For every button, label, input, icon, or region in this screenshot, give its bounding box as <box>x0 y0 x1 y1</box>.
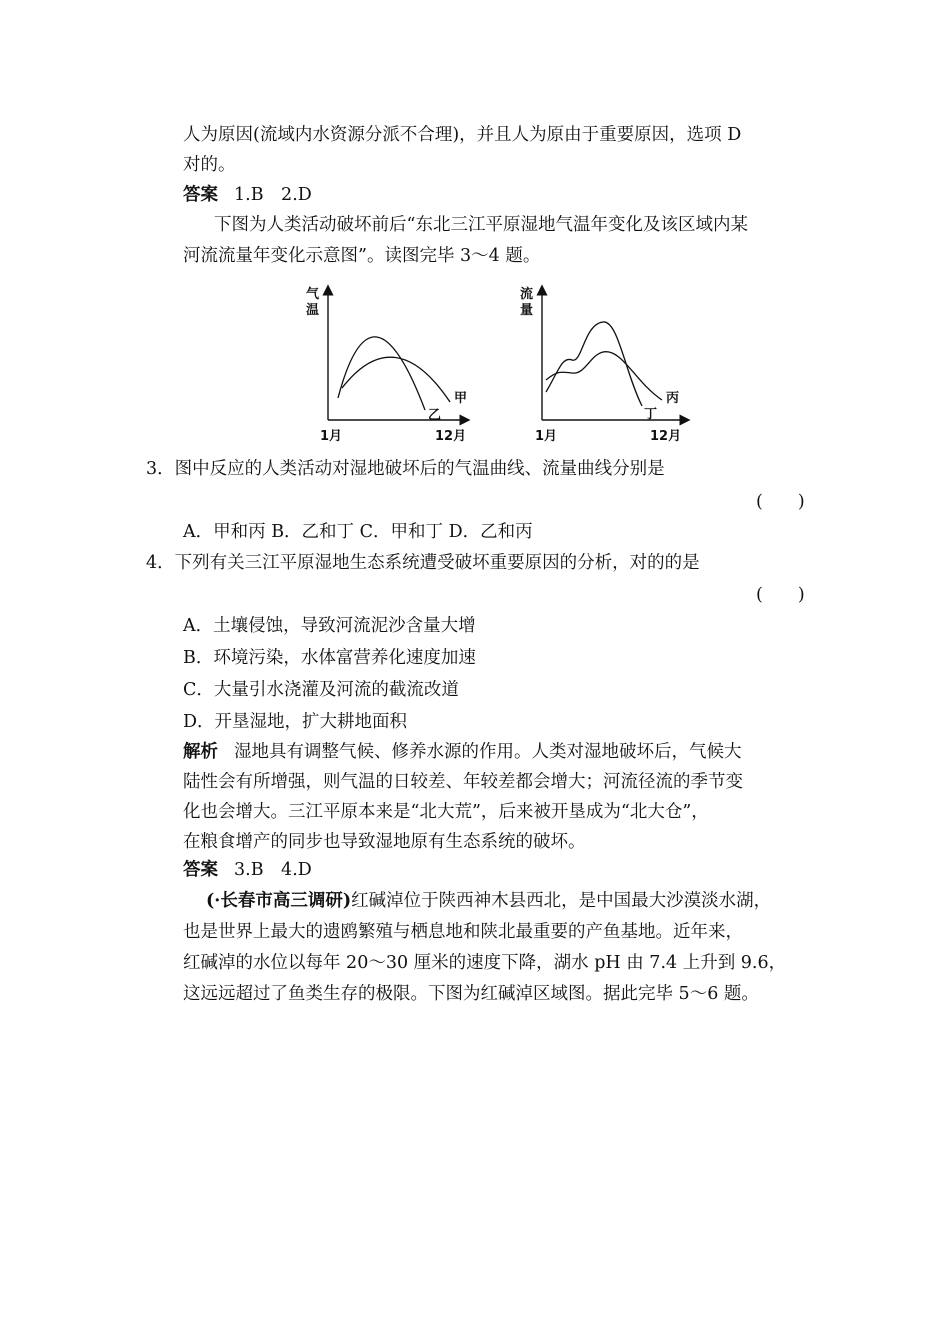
flow-ylabel-1: 流 <box>520 287 534 302</box>
analysis-line-1 <box>183 740 742 764</box>
temperature-x-start: 1月 <box>320 429 343 444</box>
question-4-option-a: A．土壤侵蚀，导致河流泥沙含量大增 <box>183 616 476 636</box>
flow-chart <box>520 286 685 444</box>
flow-x-start: 1月 <box>535 429 558 444</box>
temperature-ylabel-2: 温 <box>306 303 320 318</box>
question-4-option-b: B．环境污染，水体富营养化速度加速 <box>183 648 476 668</box>
question-4-option-c: C．大量引水浇灌及河流的截流改道 <box>183 680 459 700</box>
analysis-line-2: 陆性会有所增强，则气温的日较差、年较差都会增大；河流径流的季节变 <box>183 772 743 792</box>
temperature-curve-jia <box>342 357 450 402</box>
passage-1-line-1: 下图为人类活动破坏前后“东北三江平原湿地气温年变化及该区域内某 <box>214 215 748 235</box>
flow-curve-label-ding: 丁 <box>644 407 658 422</box>
passage-1-line-2: 河流流量年变化示意图”。读图完毕 3～4 题。 <box>183 246 541 266</box>
passage-2-text-1: 红碱淖位于陕西神木县西北，是中国最大沙漠淡水湖， <box>351 891 772 911</box>
temperature-curve-label-jia: 甲 <box>454 391 468 406</box>
temperature-curve-label-yi: 乙 <box>428 408 442 423</box>
question-4: 4．下列有关三江平原湿地生态系统遭受破坏重要原因的分析，对的的是 <box>146 553 700 573</box>
flow-curve-label-bing: 丙 <box>666 391 680 406</box>
passage-2-source: (·长春市高三调研) <box>206 891 352 911</box>
temperature-x-end: 12月 <box>435 429 467 444</box>
answer-3-4 <box>183 858 312 882</box>
flow-x-end: 12月 <box>650 429 682 444</box>
question-3-answer-blank: ( ) <box>756 492 805 512</box>
passage-2-line-4: 这远远超过了鱼类生存的极限。下图为红碱淖区域图。据此完毕 5～6 题。 <box>183 984 759 1004</box>
answer-label: 答案 <box>183 860 218 880</box>
temperature-chart <box>306 286 467 444</box>
question-4-option-d: D．开垦湿地，扩大耕地面积 <box>183 712 408 732</box>
flow-curve-bing <box>546 352 662 400</box>
temperature-curve-yi <box>338 337 425 410</box>
answer-value: 1.B 2.D <box>234 185 312 205</box>
question-4-answer-blank: ( ) <box>756 585 805 605</box>
answer-label: 答案 <box>183 185 218 205</box>
intro-line-2: 对的。 <box>183 155 236 175</box>
intro-line-1: 人为原因(流域内水资源分派不合理)，并且人为原由于重要原因，选项 D <box>183 125 742 145</box>
analysis-line-3: 化也会增大。三江平原本来是“北大荒”，后来被开垦成为“北大仓”， <box>183 802 709 822</box>
question-3-options: A．甲和丙 B．乙和丁 C．甲和丁 D．乙和丙 <box>183 522 533 542</box>
analysis-line-4: 在粮食增产的同步也导致湿地原有生态系统的破坏。 <box>183 832 586 852</box>
figure-charts <box>300 280 700 450</box>
passage-2-line-2: 也是世界上最大的遗鸥繁殖与栖息地和陕北最重要的产鱼基地。近年来， <box>183 922 743 942</box>
passage-2-line-3: 红碱淖的水位以每年 20～30 厘米的速度下降，湖水 pH 由 7.4 上升到 9.6， <box>183 953 787 973</box>
flow-ylabel-2: 量 <box>520 303 534 318</box>
question-3: 3．图中反应的人类活动对湿地破坏后的气温曲线、流量曲线分别是 <box>146 459 665 479</box>
passage-2-line-1 <box>206 889 771 913</box>
analysis-text-1: 湿地具有调整气候、修养水源的作用。人类对湿地破坏后，气候大 <box>234 742 742 762</box>
temperature-ylabel-1: 气 <box>306 287 320 302</box>
analysis-label: 解析 <box>183 742 218 762</box>
answer-value: 3.B 4.D <box>234 860 312 880</box>
answer-1-2 <box>183 183 312 207</box>
flow-curve-ding <box>546 322 642 406</box>
